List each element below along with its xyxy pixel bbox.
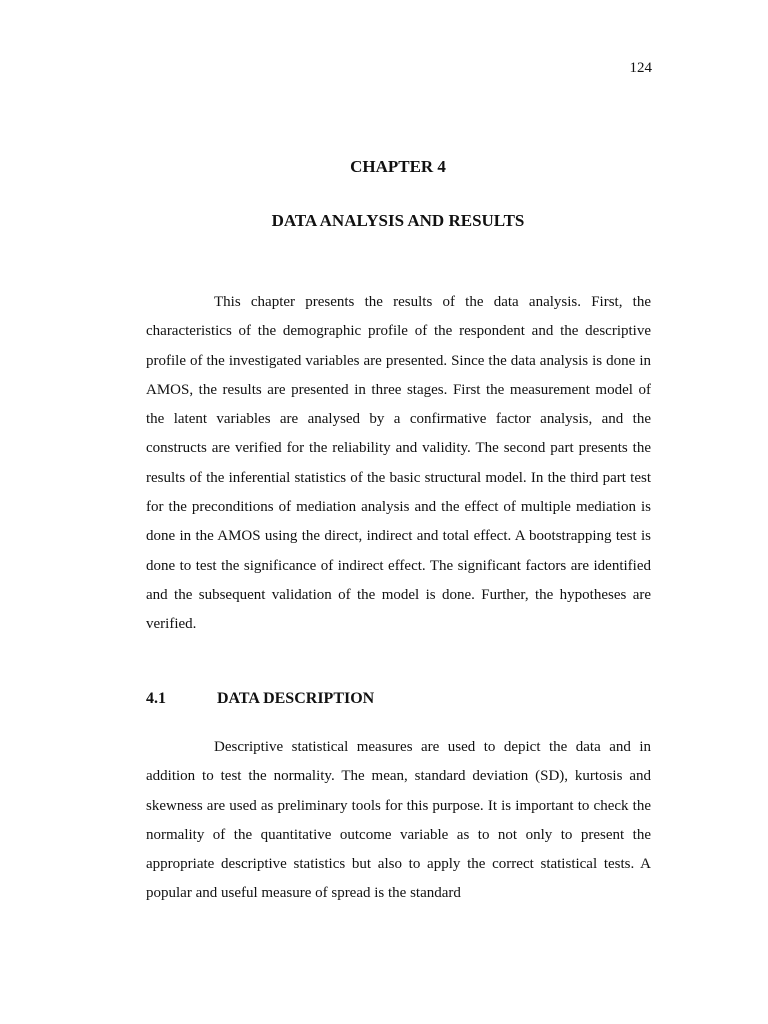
section-paragraph: Descriptive statistical measures are used to depict the data and in addition to test the normality. The mean, standard deviation (SD), kurtosis and skewness are used as preliminary tools for this purpose. It is important to check the normality of the quantitative outcome variable as to not only to present the appropriate descriptive statistics but also to apply the correct statistical tests. A popular and useful measure of spread is the standard	[146, 739, 651, 902]
section-title: DATA DESCRIPTION	[217, 690, 375, 707]
page-number: 124	[629, 60, 652, 76]
section-heading	[146, 690, 374, 708]
chapter-title: DATA ANALYSIS AND RESULTS	[271, 211, 525, 230]
intro-paragraph: This chapter presents the results of the data analysis. First, the characteristics of the demographic profile of the respondent and the descriptive profile of the investigated variables are presented. Since the data analysis is done in AMOS, the results are presented in three stages. First the measurement model of the latent variables are analysed by a confirmative factor analysis, and the constructs are verified for the reliability and validity. The second part presents the results of the inferential statistics of the basic structural model. In the third part test for the preconditions of mediation analysis and the effect of multiple mediation is done in the AMOS using the direct, indirect and total effect. A bootstrapping test is done to test the significance of indirect effect. The significant factors are identified and the subsequent validation of the model is done. Further, the hypotheses are verified.	[146, 294, 651, 633]
chapter-label: CHAPTER 4	[350, 157, 446, 176]
section-number: 4.1	[146, 690, 166, 707]
